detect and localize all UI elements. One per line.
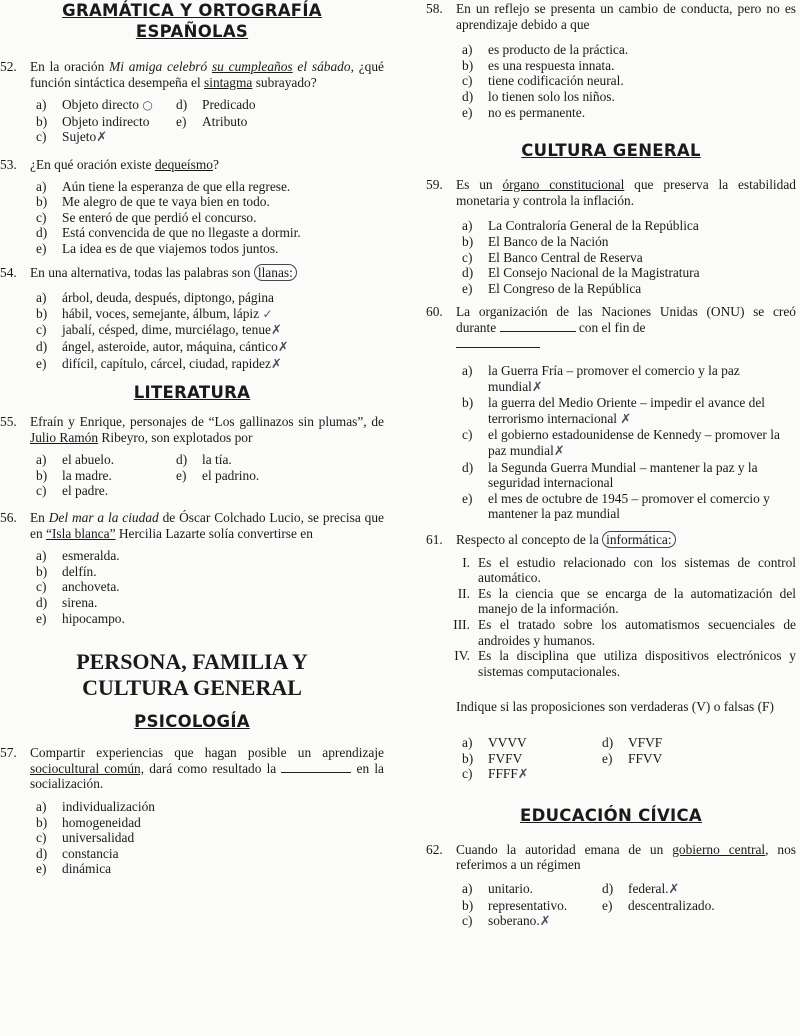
option-b[interactable]: b) es una respuesta innata. bbox=[462, 57, 615, 73]
option-b[interactable]: b) El Banco de la Nación bbox=[462, 233, 609, 249]
option-d[interactable]: d) lo tienen solo los niños. bbox=[462, 88, 615, 104]
right-column bbox=[426, 0, 796, 930]
options-57 bbox=[36, 799, 384, 877]
cross-mark-icon: ✗ bbox=[531, 379, 543, 395]
option-d[interactable]: d) la Segunda Guerra Mundial – mantener la paz y la seguridad internacional bbox=[462, 459, 758, 491]
question-text: Respecto al concepto de la informática: bbox=[456, 532, 796, 548]
question-number: 61. bbox=[426, 532, 443, 548]
option-d[interactable]: d) sirena. bbox=[36, 595, 98, 611]
propositions-61 bbox=[426, 555, 796, 680]
left-column bbox=[0, 0, 384, 877]
question-number: 52. bbox=[0, 59, 17, 74]
option-c[interactable]: c) jabalí, césped, dime, murciélago, tenue✗ bbox=[36, 322, 282, 339]
proposition-ii: II. Es la ciencia que se encarga de la automatización del manejo de la información. bbox=[457, 585, 796, 617]
option-b[interactable]: b) FVFV bbox=[462, 750, 523, 766]
option-e[interactable]: e) El Congreso de la República bbox=[462, 280, 642, 296]
option-d[interactable]: d) ángel, asteroide, autor, máquina, cántico✗ bbox=[36, 338, 289, 355]
option-c[interactable]: c) el padre. bbox=[36, 483, 109, 499]
option-e[interactable]: e) el mes de octubre de 1945 – promover el comercio y mantener la paz mundial bbox=[462, 490, 770, 522]
option-c[interactable]: c) Sujeto✗ bbox=[36, 129, 108, 146]
proposition-iv: IV. Es la disciplina que utiliza dispositivos electrónicos y sistemas computacionales. bbox=[454, 648, 796, 679]
question-number: 57. bbox=[0, 745, 17, 761]
option-a[interactable]: a) individualización bbox=[36, 799, 155, 814]
question-text: ¿En qué oración existe dequeísmo? bbox=[30, 156, 219, 172]
question-62 bbox=[426, 842, 796, 873]
part-header-persona-familia: PERSONA, FAMILIA Y CULTURA GENERAL bbox=[76, 649, 308, 701]
option-b[interactable]: b) la guerra del Medio Oriente – impedir el avance del terrorismo internacional ✗ bbox=[462, 395, 765, 427]
option-e[interactable]: e) Atributo bbox=[176, 113, 248, 129]
option-d[interactable]: d) VFVF bbox=[602, 734, 663, 750]
question-text: En Del mar a la ciudad de Óscar Colchado Lucio, se precisa que en “Isla blanca” Hercilia Lazarte solía convertirse en bbox=[30, 510, 384, 541]
option-c[interactable]: c) Se enteró de que perdió el concurso. bbox=[36, 209, 257, 225]
question-text: La organización de las Naciones Unidas (ONU) se creó durante con el fin de bbox=[456, 304, 796, 351]
proposition-iii: III. Es el tratado sobre los automatismos secuenciales de androides y humanos. bbox=[453, 617, 796, 648]
section-header-educacion-civica: EDUCACIÓN CÍVICA bbox=[520, 805, 702, 825]
option-a[interactable]: a) VVVV bbox=[462, 734, 527, 750]
option-d[interactable]: d) Predicado bbox=[176, 97, 256, 113]
cross-mark-icon: ✗ bbox=[620, 411, 632, 427]
options-60 bbox=[462, 363, 796, 522]
cross-mark-icon: ✗ bbox=[270, 356, 282, 372]
question-57 bbox=[0, 745, 384, 792]
option-e[interactable]: e) difícil, capítulo, cárcel, ciudad, rapidez✗ bbox=[36, 355, 282, 372]
question-text: En la oración Mi amiga celebró su cumpleaños el sábado, ¿qué función sintáctica desempeña el sintagma subrayado? bbox=[30, 59, 384, 90]
question-text: En una alternativa, todas las palabras son llanas: bbox=[30, 265, 384, 281]
option-c[interactable]: c) soberano.✗ bbox=[462, 913, 551, 930]
instruction-text: Indique si las proposiciones son verdaderas (V) o falsas (F) bbox=[456, 699, 774, 715]
option-d[interactable]: d) la tía. bbox=[176, 452, 232, 468]
question-number: 59. bbox=[426, 177, 443, 193]
section-header-gramatica: GRAMÁTICA Y ORTOGRAFÍA ESPAÑOLAS bbox=[62, 1, 322, 41]
section-header-literatura: LITERATURA bbox=[133, 383, 251, 403]
question-number: 56. bbox=[0, 510, 17, 526]
option-b[interactable]: b) homogeneidad bbox=[36, 814, 141, 830]
proposition-i: I. Es el estudio relacionado con los sistemas de control automático. bbox=[462, 554, 796, 586]
question-text: Efraín y Enrique, personajes de “Los gallinazos sin plumas”, de Julio Ramón Ribeyro, son explotados por bbox=[30, 414, 384, 445]
question-number: 53. bbox=[0, 156, 17, 172]
check-mark-icon: ✓ bbox=[262, 306, 273, 321]
option-a[interactable]: a) árbol, deuda, después, diptongo, página bbox=[36, 290, 274, 306]
cross-mark-icon: ✗ bbox=[539, 914, 551, 930]
section-header-psicologia: PSICOLOGÍA bbox=[134, 712, 250, 732]
option-b[interactable]: b) hábil, voces, semejante, álbum, lápiz ✓ bbox=[36, 305, 273, 321]
options-53 bbox=[36, 179, 384, 257]
question-text: Es un órgano constitucional que preserva la estabilidad monetaria y controla la inflación. bbox=[456, 177, 796, 208]
question-60 bbox=[426, 304, 796, 351]
cross-mark-icon: ✗ bbox=[270, 323, 282, 339]
option-a[interactable]: a) la Guerra Fría – promover el comercio y la paz mundial✗ bbox=[462, 363, 740, 395]
option-e[interactable]: e) el padrino. bbox=[176, 467, 260, 483]
question-56 bbox=[0, 510, 384, 541]
option-a[interactable]: a) Aún tiene la esperanza de que ella regrese. bbox=[36, 178, 291, 194]
option-c[interactable]: c) FFFF✗ bbox=[462, 766, 529, 783]
answer-blank bbox=[500, 320, 576, 332]
question-number: 62. bbox=[426, 841, 443, 857]
option-c[interactable]: c) El Banco Central de Reserva bbox=[462, 249, 643, 265]
question-53 bbox=[0, 157, 384, 173]
option-e[interactable]: e) hipocampo. bbox=[36, 610, 125, 626]
cross-mark-icon: ✗ bbox=[277, 339, 289, 355]
option-c[interactable]: c) anchoveta. bbox=[36, 579, 120, 595]
question-number: 55. bbox=[0, 414, 17, 430]
option-e[interactable]: e) no es permanente. bbox=[462, 104, 586, 120]
option-b[interactable]: b) Objeto indirecto bbox=[36, 113, 150, 129]
answer-blank bbox=[456, 336, 540, 348]
question-text: En un reflejo se presenta un cambio de conducta, pero no es aprendizaje debido a que bbox=[456, 1, 796, 32]
question-text: Compartir experiencias que hagan posible un aprendizaje sociocultural común, dará como resultado la en la socialización. bbox=[30, 745, 384, 792]
options-55 bbox=[36, 452, 384, 499]
question-text: Cuando la autoridad emana de un gobierno central, nos referimos a un régimen bbox=[456, 841, 796, 873]
option-b[interactable]: b) la madre. bbox=[36, 467, 112, 483]
option-c[interactable]: c) tiene codificación neural. bbox=[462, 73, 624, 89]
option-e[interactable]: e) FFVV bbox=[602, 750, 663, 766]
option-d[interactable]: d) El Consejo Nacional de la Magistratura bbox=[462, 265, 700, 281]
option-a[interactable]: a) es producto de la práctica. bbox=[462, 42, 629, 58]
option-a[interactable]: a) La Contraloría General de la República bbox=[462, 218, 699, 234]
options-52 bbox=[36, 97, 384, 146]
option-b[interactable]: b) delfín. bbox=[36, 563, 97, 579]
option-c[interactable]: c) el gobierno estadounidense de Kennedy – promover la paz mundial✗ bbox=[462, 427, 780, 460]
question-55 bbox=[0, 414, 384, 445]
cross-mark-icon: ✗ bbox=[96, 130, 108, 146]
question-number: 60. bbox=[426, 304, 443, 320]
option-a[interactable]: a) Objeto directo ○ bbox=[36, 97, 153, 113]
question-52 bbox=[0, 59, 384, 90]
option-a[interactable]: a) el abuelo. bbox=[36, 452, 115, 468]
answer-blank bbox=[281, 761, 351, 773]
option-d[interactable]: d) federal.✗ bbox=[602, 880, 680, 897]
option-b[interactable]: b) representativo. bbox=[462, 897, 568, 913]
options-59 bbox=[462, 218, 796, 296]
option-e[interactable]: e) La idea es de que viajemos todos juntos. bbox=[36, 240, 279, 256]
option-d[interactable]: d) Está convencida de que no llegaste a dormir. bbox=[36, 225, 301, 241]
options-61 bbox=[462, 735, 796, 783]
option-d[interactable]: d) constancia bbox=[36, 845, 119, 861]
options-54 bbox=[36, 290, 384, 372]
cross-mark-icon: ✗ bbox=[517, 767, 529, 783]
option-c[interactable]: c) universalidad bbox=[36, 830, 135, 846]
question-number: 54. bbox=[0, 264, 17, 280]
section-header-cultura-general: CULTURA GENERAL bbox=[521, 141, 701, 161]
question-number: 58. bbox=[426, 1, 443, 16]
option-b[interactable]: b) Me alegro de que te vaya bien en todo. bbox=[36, 194, 270, 210]
option-a[interactable]: a) unitario. bbox=[462, 880, 533, 896]
circle-mark-icon: ○ bbox=[142, 98, 153, 113]
option-a[interactable]: a) esmeralda. bbox=[36, 548, 120, 564]
option-e[interactable]: e) dinámica bbox=[36, 861, 112, 877]
question-59 bbox=[426, 177, 796, 208]
question-58 bbox=[426, 1, 796, 32]
question-61 bbox=[426, 532, 796, 548]
options-56 bbox=[36, 548, 384, 626]
cross-mark-icon: ✗ bbox=[668, 881, 680, 897]
options-62 bbox=[462, 881, 796, 930]
option-e[interactable]: e) descentralizado. bbox=[602, 897, 715, 913]
question-54 bbox=[0, 265, 384, 281]
cross-mark-icon: ✗ bbox=[553, 444, 565, 460]
options-58 bbox=[462, 42, 796, 120]
